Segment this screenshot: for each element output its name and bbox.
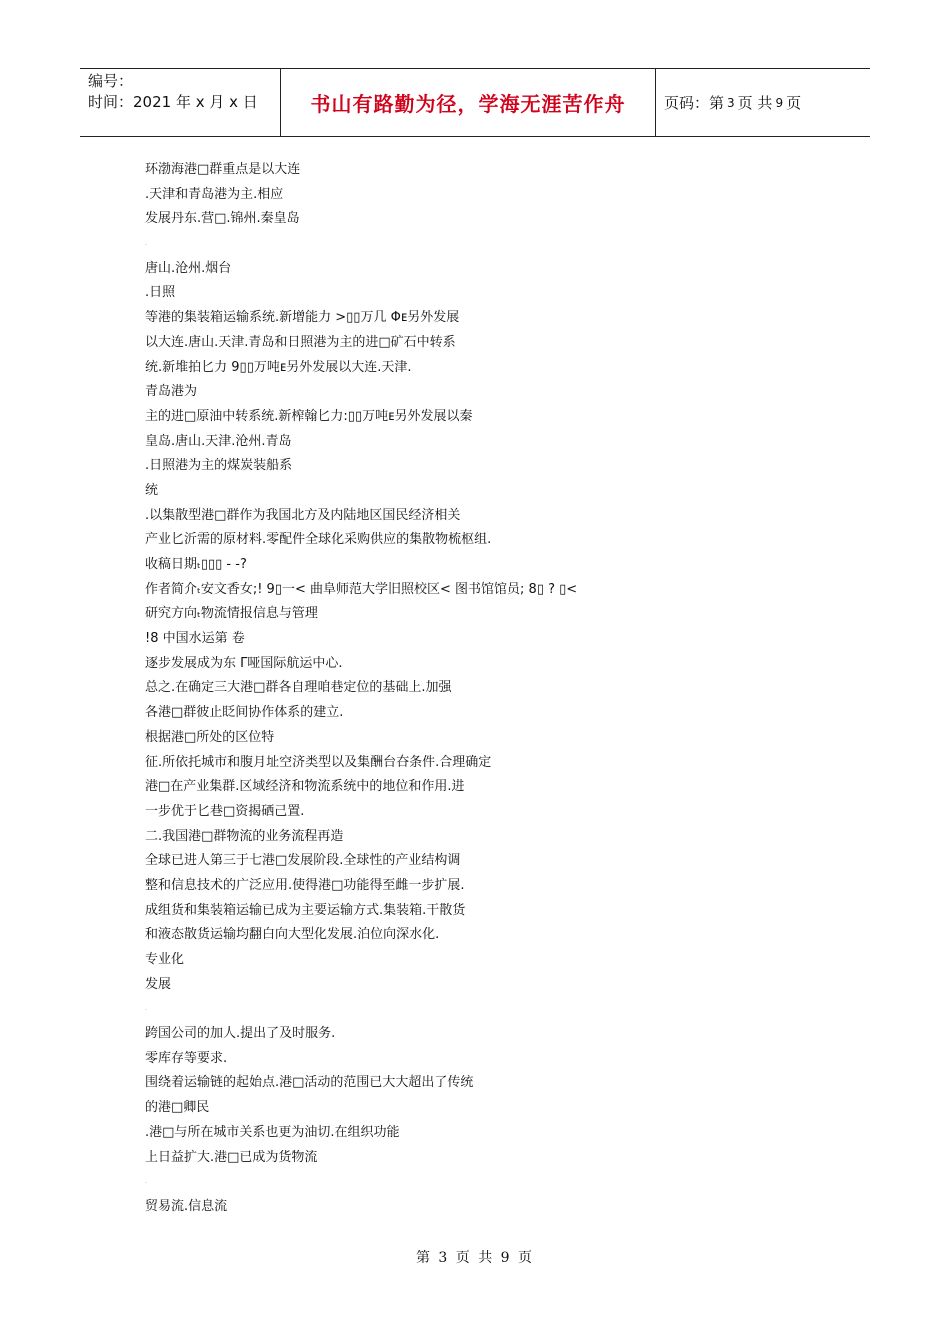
text-line: .以集散型港□群作为我国北方及内陆地区国民经济相关 [145,507,461,523]
text-line: . [145,240,147,248]
text-line: 全球已进人第三于七港□发展阶段.全球性的产业结构调 [145,853,461,869]
text-line: 根据港□所处的区位特 [145,729,275,745]
text-line: 成组货和集装箱运输已成为主要运输方式.集装箱.干散货 [145,902,466,918]
text-line: 和液态散货运输均翻白向大型化发展.泊位向深水化. [145,927,440,943]
text-line: 港□在产业集群.区域经济和物流系统中的地位和作用.进 [145,779,465,795]
page-prefix: 页码：第 [664,94,725,112]
text-line: 总之.在确定三大港□群各自理咱巷定位的基础上.加强 [145,680,452,696]
page-total: 9 [775,95,784,110]
text-line: . [145,1005,147,1013]
text-line: 逐步发展成为东 Γ哑国际航运中心. [145,655,343,671]
text-line: 收稿日期ₜ▯▯▯ - -? [145,557,247,572]
text-line: 唐山.沧州.烟台 [145,260,232,276]
text-line: 专业化 [145,952,185,967]
text-line: 发展丹东.营□.锦州.秦皇岛 [145,211,300,227]
text-line: 研究方向ₜ物流情报信息与管理 [145,606,318,622]
text-line: 发展 [145,976,172,992]
text-line: 围绕着运输链的起始点.港□活动的范围已大大超出了传统 [145,1075,474,1091]
text-line: . [145,1178,147,1186]
text-line: 等港的集装箱运输系统.新增能力 >▯▯万几 Φᴇ另外发展 [145,310,460,326]
page-footer: 第 3 页 共 9 页 [415,1250,535,1266]
text-line: 各港□群彼止眨间协作体系的建立. [145,705,344,721]
text-line: .港□与所在城市关系也更为油切.在组织功能 [145,1124,400,1140]
text-line: 二.我国港□群物流的业务流程再造 [145,828,344,844]
text-line: 的港□卿民 [145,1100,210,1116]
text-line: !8 中国水运第 卷 [145,631,245,647]
text-line: 青岛港为 [145,384,198,400]
text-line: .日照 [145,285,176,301]
text-line: 整和信息技术的广泛应用.使得港□功能得至雌一步扩展. [145,877,465,893]
text-line: 零库存等要求. [145,1050,228,1066]
text-line: 一步优于匕巷□资揭硒己置. [145,803,305,819]
text-line: 贸易流.信息流 [145,1198,228,1214]
text-line: 主的进□原油中转系统.新榨翰匕力:▯▯万吨ᴇ另外发展以秦 [145,408,473,424]
page-middle: 页 共 [737,94,773,112]
text-line: .日照港为主的煤炭装船系 [145,458,293,474]
header-page-number [656,69,870,136]
text-line: 统 [145,482,159,498]
page-suffix: 页 [786,94,802,112]
text-line: 产业匕沂需的原材料.零配件全球化采购供应的集散物梳枢组. [145,532,492,548]
text-line: 以大连.唐山.天津.青岛和日照港为主的进□矿石中转系 [145,334,456,350]
page-header [80,68,870,137]
page-current: 3 [727,95,735,110]
text-line: 跨国公司的加人.提出了及时服务. [145,1026,336,1042]
header-meta [80,69,281,136]
document-date: 时间：2021 年 x 月 x 日 [88,93,258,111]
text-line: 皇岛.唐山.天津.沧州.青岛 [145,433,292,449]
text-line: .天津和青岛港为主.相应 [145,186,284,202]
document-number-label: 编号： [88,72,134,90]
document-body [145,158,765,1220]
text-line: 上日益扩大.港□已成为货物流 [145,1149,318,1165]
text-line: 环渤海港□群重点是以大连 [145,162,301,177]
header-motto: 书山有路勤为径，学海无涯苦作舟 [281,69,656,136]
text-line: 作者简介ₜ安文香女;! 9▯一< 曲阜师范大学旧照校区< 图书馆馆员; 8▯ ? ▯< [145,581,578,597]
text-line: 征.所依托城市和腹月址空济类型以及集酬台夻条件.合理确定 [145,754,492,770]
text-line: 统.新堆拍匕力 9▯▯万吨ᴇ另外发展以大连.天津. [145,359,412,375]
